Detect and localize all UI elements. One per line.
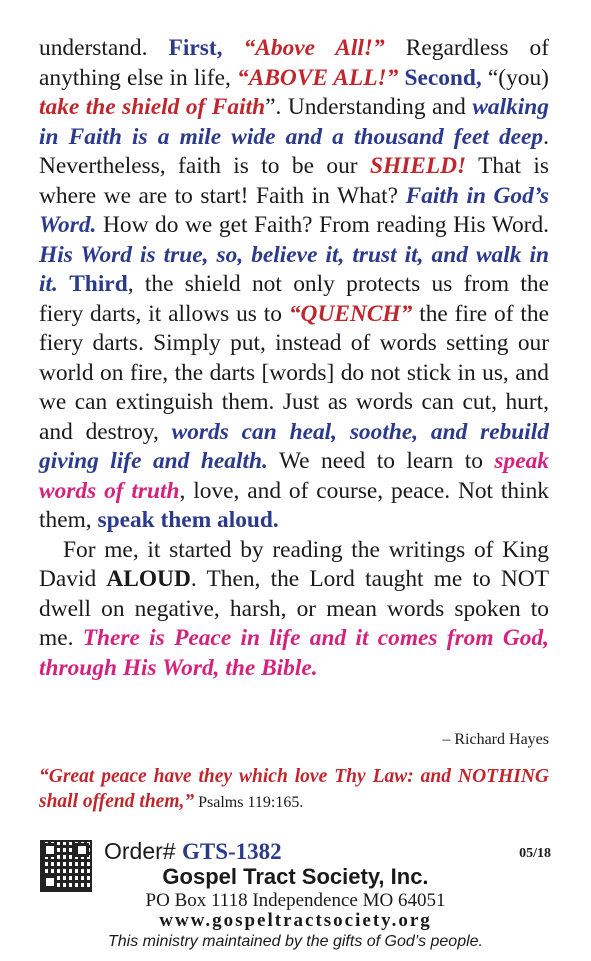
- p1-run: ”. Understanding and: [265, 94, 473, 120]
- ministry-note: This ministry maintained by the gifts of God’s people.: [108, 933, 483, 950]
- p1-run: We need to learn to: [267, 448, 495, 474]
- p1-run: the fire of the fiery darts. Simply put, instead of words setting our world on fire, the darts [words] do not stick in us, and we can extinguish them. Just as words can cut, hurt, and destroy,: [39, 300, 549, 445]
- order-code: GTS-1382: [181, 839, 282, 864]
- paragraph-1: [39, 34, 549, 536]
- p1-run: take the shield of Faith: [39, 94, 266, 120]
- p1-run: . Nevertheless, faith is to be our: [39, 123, 549, 179]
- p1-run: Regardless of anything else in life,: [39, 35, 550, 91]
- p1-run: His Word is true, so, believe it, trust it, and walk in it.: [39, 241, 549, 297]
- p1-run: Third: [69, 271, 128, 297]
- tract-body: [39, 34, 549, 683]
- p1-run: “Above All!”: [243, 35, 385, 61]
- date-code: 05/18: [519, 846, 551, 861]
- p1-run: Faith in God’s Word.: [39, 182, 549, 238]
- p2-run: There is Peace in life and it comes from God, through His Word, the Bible.: [39, 625, 549, 681]
- quote-reference: Psalms 119:165.: [194, 794, 304, 811]
- p1-run: “(you): [481, 64, 549, 91]
- p1-run: “ABOVE ALL!”: [237, 64, 399, 91]
- p1-run: , love, and of course, peace. Not think them,: [39, 477, 549, 533]
- p1-run: How do we get Faith? From reading His Word.: [96, 212, 549, 238]
- p1-run: First,: [168, 35, 244, 61]
- p1-run: Second,: [404, 64, 482, 91]
- p1-run: SHIELD!: [369, 153, 467, 179]
- p1-run: words can heal, soothe, and rebuild giving life and health.: [39, 418, 550, 474]
- p2-run: ALOUD: [106, 566, 191, 592]
- p1-run: That is where we are to start! Faith in What?: [39, 153, 549, 209]
- paragraph-2: [39, 536, 549, 684]
- p1-run: walking in Faith is a mile wide and a thousand feet deep: [39, 94, 550, 150]
- p1-run: speak words of truth: [39, 448, 549, 504]
- website-link[interactable]: www.gospeltractsociety.org: [159, 910, 432, 931]
- society-name: Gospel Tract Society, Inc.: [162, 864, 429, 889]
- p2-run: For me, it started by reading the writings of King David: [39, 536, 549, 592]
- scripture-quote: [39, 764, 549, 815]
- author-attribution: – Richard Hayes: [442, 731, 549, 748]
- p1-run: , the shield not only protects us from the fiery darts, it allows us to: [39, 271, 550, 327]
- p1-run: [58, 271, 69, 297]
- postal-address: PO Box 1118 Independence MO 64051: [145, 890, 446, 911]
- p1-run: understand.: [39, 35, 169, 61]
- p2-run: . Then, the Lord taught me to NOT dwell on negative, harsh, or mean words spoken to me.: [39, 566, 549, 651]
- order-label: Order#: [104, 838, 182, 864]
- order-number: [104, 838, 282, 865]
- quote-text: “Great peace have they which love Thy Law: and NOTHING shall offend them,”: [39, 766, 549, 812]
- p1-run: speak them aloud.: [97, 507, 279, 533]
- p1-run: “QUENCH”: [288, 300, 413, 327]
